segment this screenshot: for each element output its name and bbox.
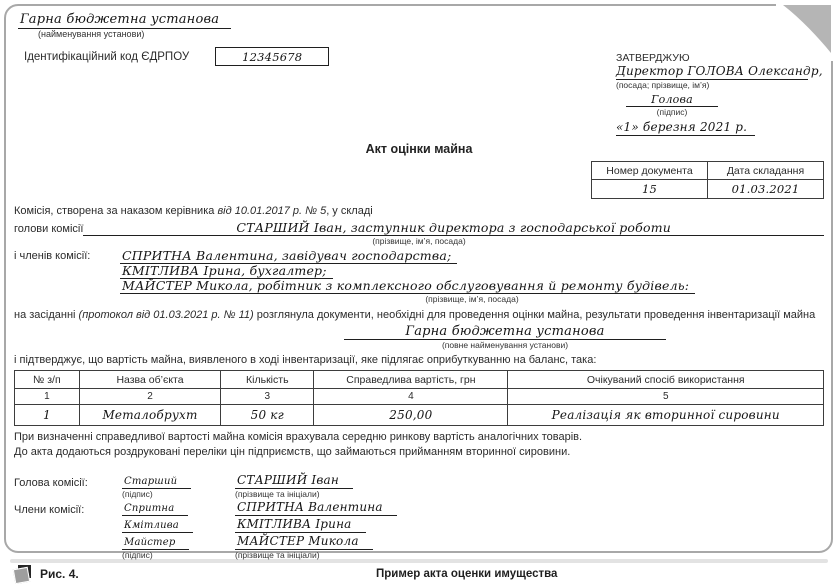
member-fullname: МАЙСТЕР Микола: [235, 534, 373, 550]
figure-icon: [14, 565, 32, 583]
signatures-block: [14, 473, 824, 560]
commission-intro: [14, 204, 824, 218]
member-signature: Кмітлива: [122, 520, 193, 533]
institution-name-field: Гарна бюджетна установа: [18, 12, 231, 29]
col-header: Справедлива вартість, грн: [314, 371, 508, 389]
member-fullname: КМІТЛИВА Ірина: [235, 517, 366, 533]
member-fullname: СПРИТНА Валентина: [235, 500, 397, 516]
confirm-line: і підтверджує, що вартість майна, виявленого в ході інвентаризації, яке підлягає оприбуткуванню на баланс, така:: [14, 354, 597, 366]
intro-text: Комісія, створена за наказом керівника: [14, 205, 218, 217]
meta-header-number: Номер документа: [592, 162, 708, 180]
notes-block: [14, 430, 824, 460]
commission-head-line: [14, 220, 824, 236]
sign-caption: (підпис): [122, 550, 153, 560]
col-header: № з/п: [15, 371, 80, 389]
head-caption: (прізвище, ім’я, посада): [372, 236, 466, 246]
approver-position-name: Директор ГОЛОВА Олександр,: [616, 64, 823, 78]
col-number: 1: [15, 389, 80, 405]
member-signature: Спритна: [122, 503, 188, 516]
meeting-pre: на засіданні: [14, 309, 79, 321]
organization-value: Гарна бюджетна установа: [344, 324, 666, 340]
fair-value: 250,00: [389, 408, 433, 422]
meeting-post: розглянула документи, необхідні для проведення оцінки майна, результати проведення інвентаризації майна: [253, 309, 816, 321]
document-date-value: 01.03.2021: [731, 182, 800, 196]
table-row: [15, 405, 824, 426]
head-sig-label: Голова комісії:: [14, 477, 88, 489]
member-entry: СПРИТНА Валентина, завідувач господарства;: [120, 249, 457, 264]
intro-order-ref: від 10.01.2017 р. № 5: [217, 205, 327, 217]
commission-members: [14, 249, 824, 304]
quantity: 50 кг: [250, 408, 284, 422]
document-header: [14, 10, 824, 142]
institution-caption: (найменування установи): [38, 29, 145, 39]
expected-use: Реалізація як вторинної сировини: [551, 408, 780, 422]
row-index: 1: [42, 408, 51, 422]
member-signature: Майстер: [122, 537, 189, 550]
head-value: СТАРШИЙ Іван, заступник директора з господарської роботи: [236, 220, 672, 235]
sign-caption: (підпис): [122, 489, 153, 499]
organization-caption: (повне найменування установи): [441, 340, 569, 350]
col-number: 3: [221, 389, 314, 405]
document-number-value: 15: [641, 182, 658, 196]
figure-caption: Пример акта оценки имущества: [376, 568, 558, 580]
approval-block: [616, 52, 823, 136]
meta-header-date: Дата складання: [708, 162, 824, 180]
members-label: і членів комісії:: [14, 250, 91, 262]
approval-date: «1» березня 2021 р.: [616, 120, 755, 136]
head-label: голови комісії: [14, 223, 84, 235]
meeting-protocol-ref: (протокол від 01.03.2021 р. № 11): [78, 309, 254, 321]
member-entry: МАЙСТЕР Микола, робітник з комплексного обслуговування й ремонту будівель:: [120, 279, 695, 294]
signature-caption: (підпис): [656, 107, 688, 117]
members-caption: (прізвище, ім’я, посада): [425, 294, 519, 304]
edrpou-box: [215, 47, 329, 66]
edrpou-label: Ідентифікаційний код ЄДРПОУ: [24, 50, 190, 63]
organization-line: [344, 324, 666, 350]
approve-title: ЗАТВЕРДЖУЮ: [616, 52, 690, 64]
document-title: Акт оцінки майна: [365, 142, 473, 156]
members-sig-label: Члени комісії:: [14, 504, 85, 516]
edrpou-value: 12345678: [242, 49, 303, 64]
approver-caption: (посада; прізвище, ім’я): [616, 80, 710, 90]
name-caption: (прізвище та ініціали): [235, 550, 320, 560]
col-number: 2: [79, 389, 221, 405]
document-meta-table: [591, 161, 824, 199]
valuation-table: [14, 370, 824, 426]
note-line: До акта додаються роздруковані переліки цін підприємств, що займаються прийманням вторинної сировини.: [14, 446, 571, 458]
meeting-paragraph: [14, 308, 824, 322]
note-line: При визначенні справедливої вартості майна комісія врахувала середню ринкову вартість аналогічних товарів.: [14, 431, 583, 443]
figure-label: Рис. 4.: [40, 567, 79, 581]
approver-signature: Голова: [626, 93, 718, 107]
name-caption: (прізвище та ініціали): [235, 489, 320, 499]
intro-tail: , у складі: [326, 205, 373, 217]
head-signature: Старший: [122, 476, 191, 489]
col-header: Кількість: [221, 371, 314, 389]
col-number: 5: [508, 389, 824, 405]
col-header: Очікуваний спосіб використання: [508, 371, 824, 389]
object-name: Металобрухт: [102, 408, 198, 422]
col-header: Назва об’єкта: [79, 371, 221, 389]
member-entry: КМІТЛИВА Ірина, бухгалтер;: [120, 264, 333, 279]
head-fullname: СТАРШИЙ Іван: [235, 473, 353, 489]
col-number: 4: [314, 389, 508, 405]
figure-footer: [14, 565, 824, 583]
